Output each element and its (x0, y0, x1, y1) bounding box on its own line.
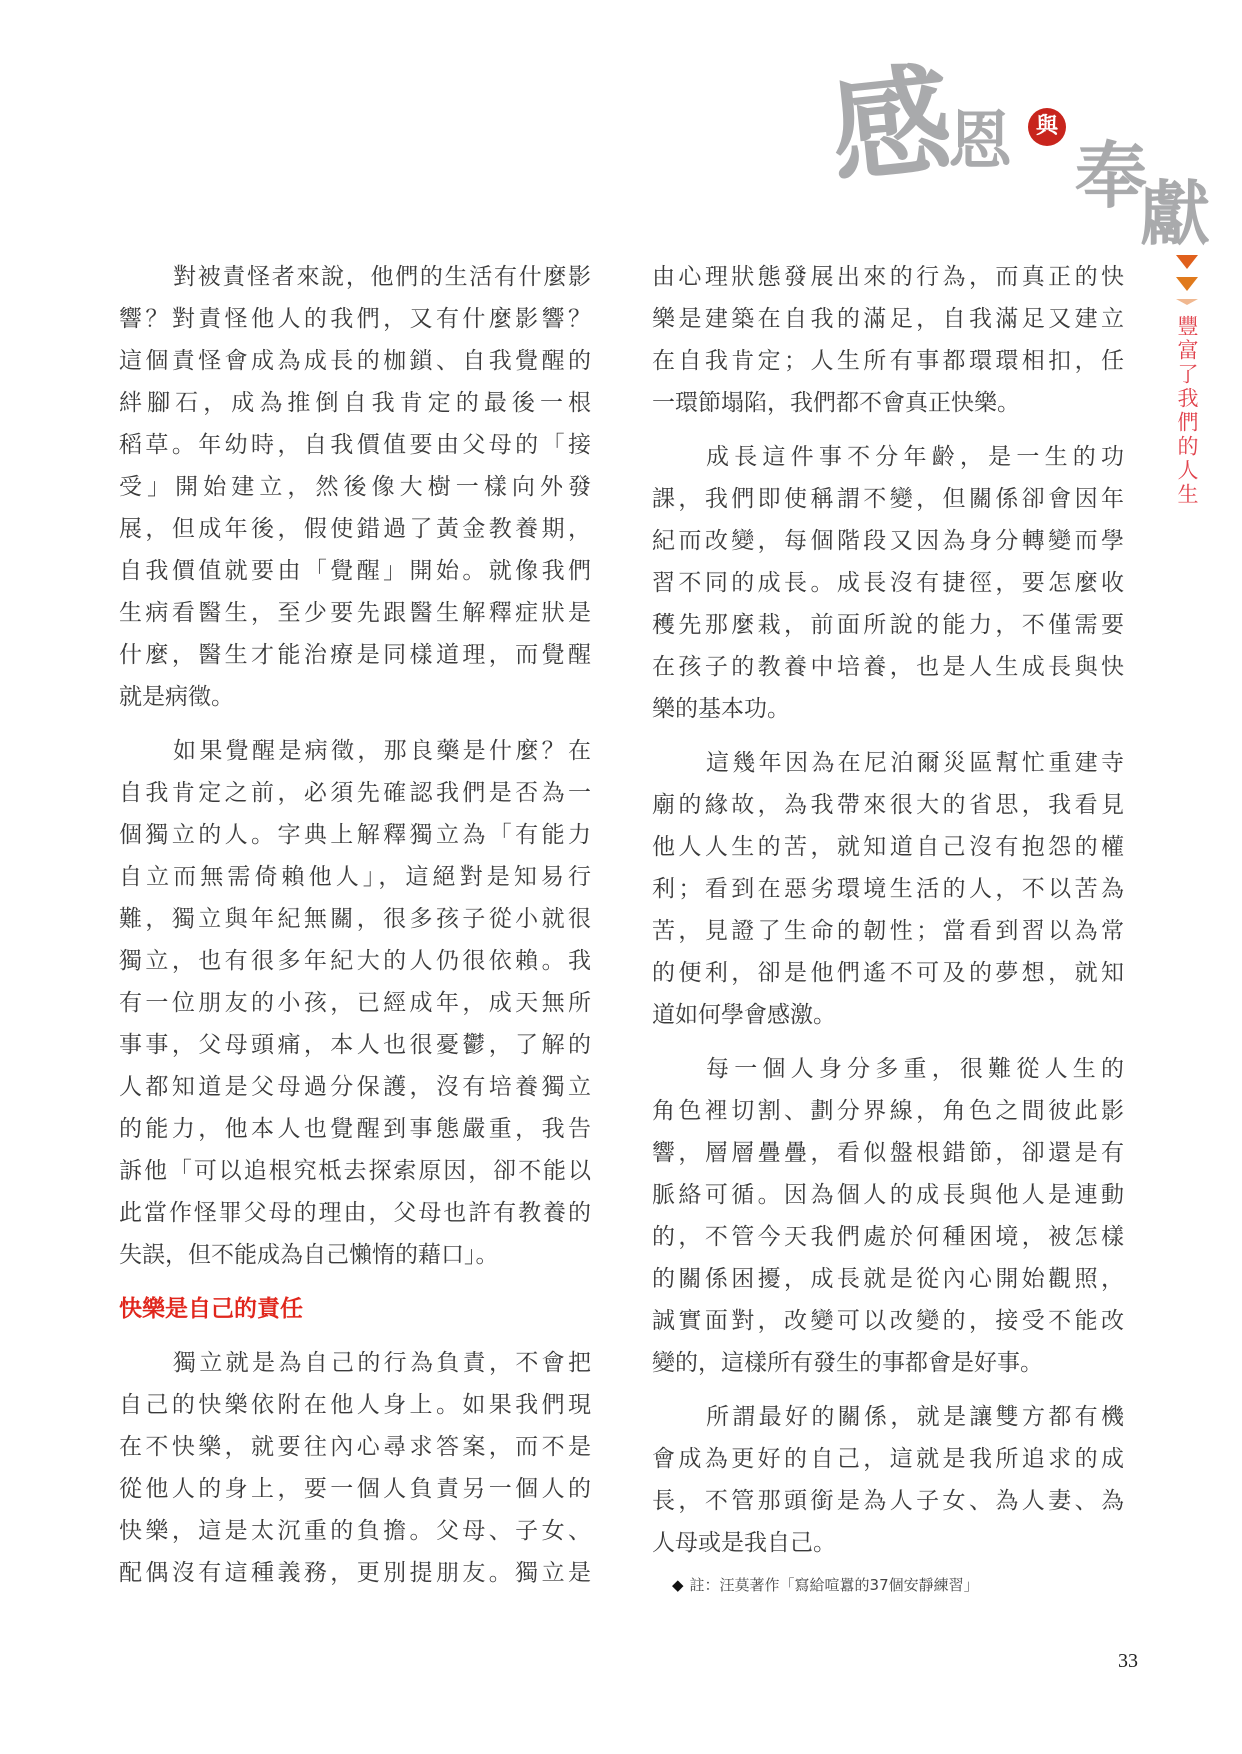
title-char-gan: 感 (823, 49, 959, 202)
text-line: 樂的基本功。 (652, 696, 790, 722)
text-line: 每一個人身分多重，很難從人生的 (706, 1056, 1124, 1082)
text-line: 就是病徵。 (119, 684, 234, 710)
text-line: 自己的快樂依附在他人身上。如果我們現 (119, 1392, 591, 1418)
text-line: 的，不管今天我們處於何種困境，被怎樣 (652, 1224, 1124, 1250)
text-line: 這幾年因為在尼泊爾災區幫忙重建寺 (706, 750, 1124, 776)
text-line: 稻草。年幼時，自我價值要由父母的「接 (119, 432, 591, 458)
triangle-icon (1176, 277, 1198, 291)
page-number: 33 (1118, 1650, 1138, 1672)
text-line: 在自我肯定；人生所有事都環環相扣，任 (652, 348, 1124, 374)
text-line: 生病看醫生，至少要先跟醫生解釋症狀是 (119, 600, 591, 626)
text-line: 對被責怪者來說，他們的生活有什麼影 (173, 264, 591, 290)
text-line: 樂是建築在自我的滿足，自我滿足又建立 (652, 306, 1124, 332)
text-line: 獨立就是為自己的行為負責，不會把 (173, 1350, 591, 1376)
article-column-right (652, 256, 1124, 1576)
paragraph (652, 436, 1124, 730)
triangle-icon (1176, 255, 1198, 269)
text-line: 個獨立的人。字典上解釋獨立為「有能力 (119, 822, 591, 848)
text-line: 苦，見證了生命的韌性；當看到習以為常 (652, 918, 1124, 944)
paragraph (119, 1342, 591, 1594)
text-line: 如果覺醒是病徵，那良藥是什麼？在 (173, 738, 591, 764)
text-line: 快樂，這是太沉重的負擔。父母、子女、 (119, 1518, 591, 1544)
text-line: 在孩子的教養中培養，也是人生成長與快 (652, 654, 1124, 680)
text-line: 利；看到在惡劣環境生活的人，不以苦為 (652, 876, 1124, 902)
text-line: 自立而無需倚賴他人」，這絕對是知易行 (119, 864, 591, 890)
triangle-icon (1176, 299, 1198, 305)
text-line: 有一位朋友的小孩，已經成年，成天無所 (119, 990, 591, 1016)
text-line: 訴他「可以追根究柢去探索原因，卻不能以 (119, 1158, 591, 1184)
text-line: 所謂最好的關係，就是讓雙方都有機 (706, 1404, 1124, 1430)
text-line: 自我價值就要由「覺醒」開始。就像我們 (119, 558, 591, 584)
paragraph (652, 742, 1124, 1036)
footnote (672, 1574, 979, 1595)
text-line: 難，獨立與年紀無關，很多孩子從小就很 (119, 906, 591, 932)
text-line: 角色裡切割、劃分界線，角色之間彼此影 (652, 1098, 1124, 1124)
text-line: 由心理狀態發展出來的行為，而真正的快 (652, 264, 1124, 290)
text-line: 人都知道是父母過分保護，沒有培養獨立 (119, 1074, 591, 1100)
text-line: 成長這件事不分年齡，是一生的功 (706, 444, 1124, 470)
text-line: 在不快樂，就要往內心尋求答案，而不是 (119, 1434, 591, 1460)
title-char-xian: 獻 (1140, 172, 1210, 255)
title-char-en: 恩 (948, 104, 1012, 179)
footnote-text: 註：汪莫著作「寫給喧囂的37個安靜練習」 (689, 1576, 979, 1594)
text-line: 誠實面對，改變可以改變的，接受不能改 (652, 1308, 1124, 1334)
text-line: 配偶沒有這種義務，更別提朋友。獨立是 (119, 1560, 591, 1586)
text-line: 響？對責怪他人的我們，又有什麼影響？ (119, 306, 591, 332)
text-line: 獨立，也有很多年紀大的人仍很依賴。我 (119, 948, 591, 974)
text-line: 穫先那麼栽，前面所說的能力，不僅需要 (652, 612, 1124, 638)
text-line: 長，不管那頭銜是為人子女、為人妻、為 (652, 1488, 1124, 1514)
title-char-feng: 奉 (1075, 133, 1148, 218)
section-heading: 快樂是自己的責任 (119, 1296, 303, 1322)
text-line: 的便利，卻是他們遙不可及的夢想，就知 (652, 960, 1124, 986)
text-line: 的關係困擾，成長就是從內心開始觀照， (652, 1266, 1124, 1292)
text-line: 從他人的身上，要一個人負責另一個人的 (119, 1476, 591, 1502)
text-line: 習不同的成長。成長沒有捷徑，要怎麼收 (652, 570, 1124, 596)
text-line: 道如何學會感激。 (652, 1002, 836, 1028)
text-line: 紀而改變，每個階段又因為身分轉變而學 (652, 528, 1124, 554)
text-line: 脈絡可循。因為個人的成長與他人是連動 (652, 1182, 1124, 1208)
paragraph (652, 1396, 1124, 1564)
paragraph (652, 1048, 1124, 1384)
paragraph (119, 256, 591, 718)
text-line: 課，我們即使稱謂不變，但關係卻會因年 (652, 486, 1124, 512)
text-line: 一環節塌陷，我們都不會真正快樂。 (652, 390, 1020, 416)
text-line: 響，層層疊疊，看似盤根錯節，卻還是有 (652, 1140, 1124, 1166)
section-label: 豐富了我們的人生 (1175, 315, 1199, 507)
text-line: 受」開始建立，然後像大樹一樣向外發 (119, 474, 591, 500)
text-line: 此當作怪罪父母的理由，父母也許有教養的 (119, 1200, 591, 1226)
diamond-icon: ◆ (672, 1576, 684, 1594)
text-line: 廟的緣故，為我帶來很大的省思，我看見 (652, 792, 1124, 818)
text-line: 的能力，他本人也覺醒到事態嚴重，我告 (119, 1116, 591, 1142)
text-line: 什麼，醫生才能治療是同樣道理，而覺醒 (119, 642, 591, 668)
text-line: 這個責怪會成為成長的枷鎖、自我覺醒的 (119, 348, 591, 374)
column-title-logo (823, 30, 1230, 255)
text-line: 人母或是我自己。 (652, 1530, 836, 1556)
text-line: 事事，父母頭痛，本人也很憂鬱，了解的 (119, 1032, 591, 1058)
text-line: 他人人生的苦，就知道自己沒有抱怨的權 (652, 834, 1124, 860)
article-column-left (119, 256, 591, 1606)
text-line: 絆腳石，成為推倒自我肯定的最後一根 (119, 390, 591, 416)
text-line: 失誤，但不能成為自己懶惰的藉口」。 (119, 1242, 499, 1268)
paragraph (119, 730, 591, 1276)
text-line: 自我肯定之前，必須先確認我們是否為一 (119, 780, 591, 806)
title-seal-yu: 與 (1028, 108, 1066, 146)
text-line: 變的，這樣所有發生的事都會是好事。 (652, 1350, 1043, 1376)
text-line: 展，但成年後，假使錯過了黃金教養期， (119, 516, 591, 542)
paragraph (652, 256, 1124, 424)
section-sidebar (1172, 255, 1202, 507)
text-line: 會成為更好的自己，這就是我所追求的成 (652, 1446, 1124, 1472)
